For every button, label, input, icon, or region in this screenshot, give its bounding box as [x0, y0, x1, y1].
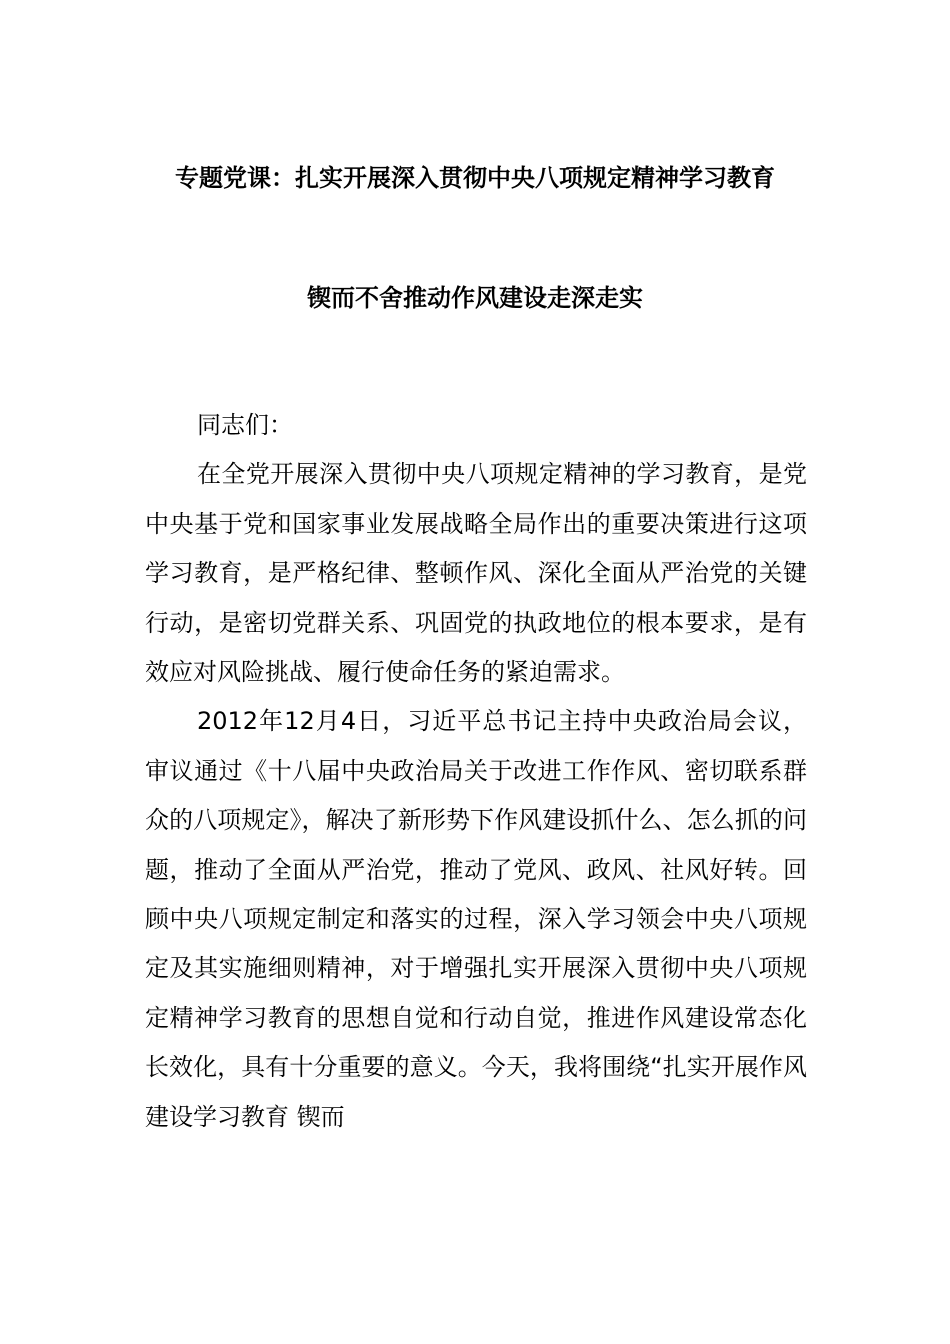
- salutation: 同志们：: [197, 411, 293, 439]
- body-paragraph-2: 2012年12月4日，习近平总书记主持中央政治局会议，审议通过《十八届中央政治局关于改进工作作风、密切联系群众的八项规定》，解决了新形势下作风建设抓什么、怎么抓的问题，推动了全面从严治党，推动了党风、政风、社风好转。回顾中央八项规定制定和落实的过程，深入学习领会中央八项规定及其实施细则精神，对于增强扎实开展深入贯彻中央八项规定精神学习教育的思想自觉和行动自觉，推进作风建设常态化长效化，具有十分重要的意义。今天，我将围绕“扎实开展作风建设学习教育 锲而: [145, 707, 807, 1131]
- body-paragraph-1: 在全党开展深入贯彻中央八项规定精神的学习教育，是党中央基于党和国家事业发展战略全局作出的重要决策进行这项学习教育，是严格纪律、整顿作风、深化全面从严治党的关键行动，是密切党群关系、巩固党的执政地位的根本要求，是有效应对风险挑战、履行使命任务的紧迫需求。: [145, 460, 807, 687]
- document-title-line-1: 专题党课：扎实开展深入贯彻中央八项规定精神学习教育: [175, 164, 775, 192]
- document-title-line-2: 锲而不舍推动作风建设走深走实: [307, 284, 643, 312]
- document-body: [145, 401, 807, 1142]
